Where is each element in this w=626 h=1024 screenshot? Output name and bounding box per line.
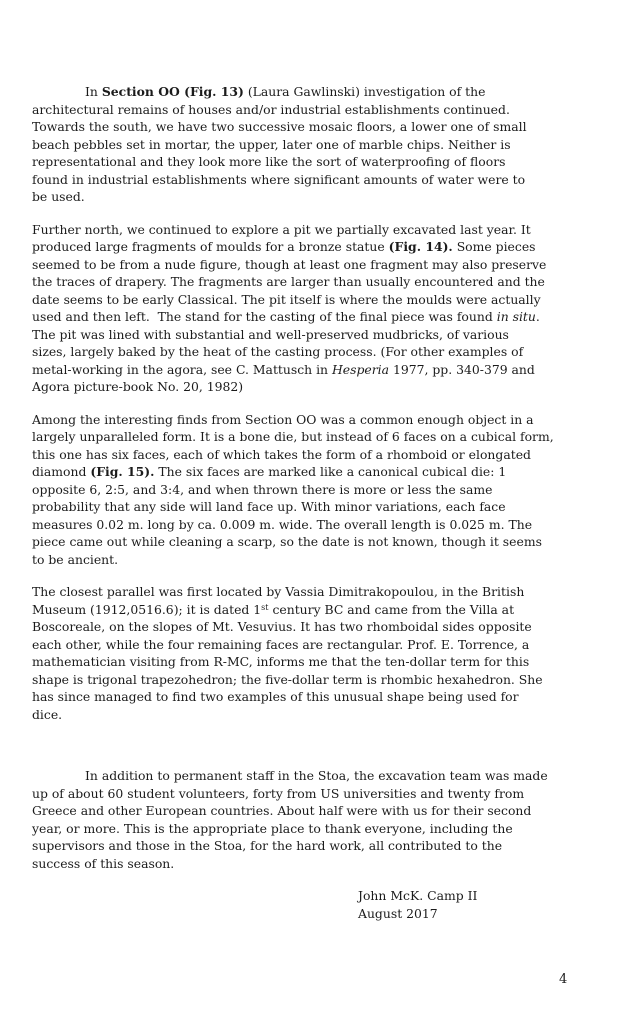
text-line: shape is trigonal trapezohedron; the five-dollar term is rhombic hexahedron. She (32, 671, 543, 687)
text-line: dice. (32, 706, 63, 722)
text-line: In Section OO (Fig. 13) (Laura Gawlinski) investigation of the (85, 84, 486, 99)
paragraph (32, 767, 598, 872)
text-line: piece came out while cleaning a scarp, so the date is not known, though it seems (32, 534, 542, 549)
paragraph (32, 583, 598, 723)
text-line: largely unparalleled form. It is a bone die, but instead of 6 faces on a cubical form, (32, 429, 554, 444)
text-line: Further north, we continued to explore a pit we partially excavated last year. It (32, 221, 531, 237)
signature-block (358, 887, 598, 922)
text-line: opposite 6, 2:5, and 3:4, and when thrown there is more or less the same (32, 481, 493, 497)
text-line: Museum (1912,0516.6); it is dated 1st century BC and came from the Villa at (32, 601, 515, 617)
text-line: found in industrial establishments where significant amounts of water were to (32, 171, 526, 187)
text-line: probability that any side will land face up. With minor variations, each face (32, 499, 506, 514)
text-line: In addition to permanent staff in the Stoa, the excavation team was made (85, 768, 548, 783)
text-line: The pit was lined with substantial and well-preserved mudbricks, of various (32, 326, 509, 342)
text-line: architectural remains of houses and/or industrial establishments continued. (32, 101, 510, 117)
text-line: Towards the south, we have two successive mosaic floors, a lower one of small (32, 119, 527, 134)
signature-name: John McK. Camp II (358, 888, 478, 903)
text-line: to be ancient. (32, 551, 119, 567)
text-line: year, or more. This is the appropriate place to thank everyone, including the (32, 820, 513, 836)
text-line: the traces of drapery. The fragments are larger than usually encountered and the (32, 274, 545, 289)
text-line: has since managed to find two examples of this unusual shape being used for (32, 689, 519, 704)
text-line: seemed to be from a nude figure, though at least one fragment may also preserve (32, 256, 547, 272)
text-line: beach pebbles set in mortar, the upper, later one of marble chips. Neither is (32, 136, 511, 152)
text-line: representational and they look more like the sort of waterproofing of floors (32, 154, 506, 169)
text-line: success of this season. (32, 855, 175, 871)
text-line: each other, while the four remaining faces are rectangular. Prof. E. Torrence, a (32, 636, 530, 652)
text-line: Agora picture-book No. 20, 1982) (32, 379, 244, 394)
text-line: this one has six faces, each of which takes the form of a rhomboid or elongated (32, 446, 531, 462)
text-line: Among the interesting finds from Section OO was a common enough object in a (32, 411, 534, 427)
text-line: diamond (Fig. 15). The six faces are marked like a canonical cubical die: 1 (32, 464, 507, 479)
text-line: produced large fragments of moulds for a bronze statue (Fig. 14). Some pieces (32, 239, 536, 254)
text-line: date seems to be early Classical. The pit itself is where the moulds were actually (32, 291, 541, 307)
signature-date: August 2017 (358, 905, 438, 921)
paragraph (32, 221, 598, 396)
text-line: Greece and other European countries. About half were with us for their second (32, 803, 532, 818)
paragraph (32, 411, 598, 569)
document-body (32, 83, 598, 872)
text-line: Boscoreale, on the slopes of Mt. Vesuvius. It has two rhomboidal sides opposite (32, 619, 532, 634)
page-number: 4 (559, 972, 568, 987)
paragraph (32, 83, 598, 206)
text-line: sizes, largely baked by the heat of the casting process. (For other examples of (32, 344, 524, 359)
text-line: metal-working in the agora, see C. Mattusch in Hesperia 1977, pp. 340-379 and (32, 361, 535, 377)
text-line: be used. (32, 189, 85, 204)
text-line: mathematician visiting from R-MC, informs me that the ten-dollar term for this (32, 654, 530, 669)
text-line: up of about 60 student volunteers, forty from US universities and twenty from (32, 785, 525, 801)
text-line: The closest parallel was first located by Vassia Dimitrakopoulou, in the British (32, 584, 525, 599)
text-line: supervisors and those in the Stoa, for the hard work, all contributed to the (32, 838, 503, 853)
text-line: measures 0.02 m. long by ca. 0.009 m. wide. The overall length is 0.025 m. The (32, 516, 533, 532)
text-line: used and then left. The stand for the casting of the final piece was found in situ. (32, 309, 540, 324)
